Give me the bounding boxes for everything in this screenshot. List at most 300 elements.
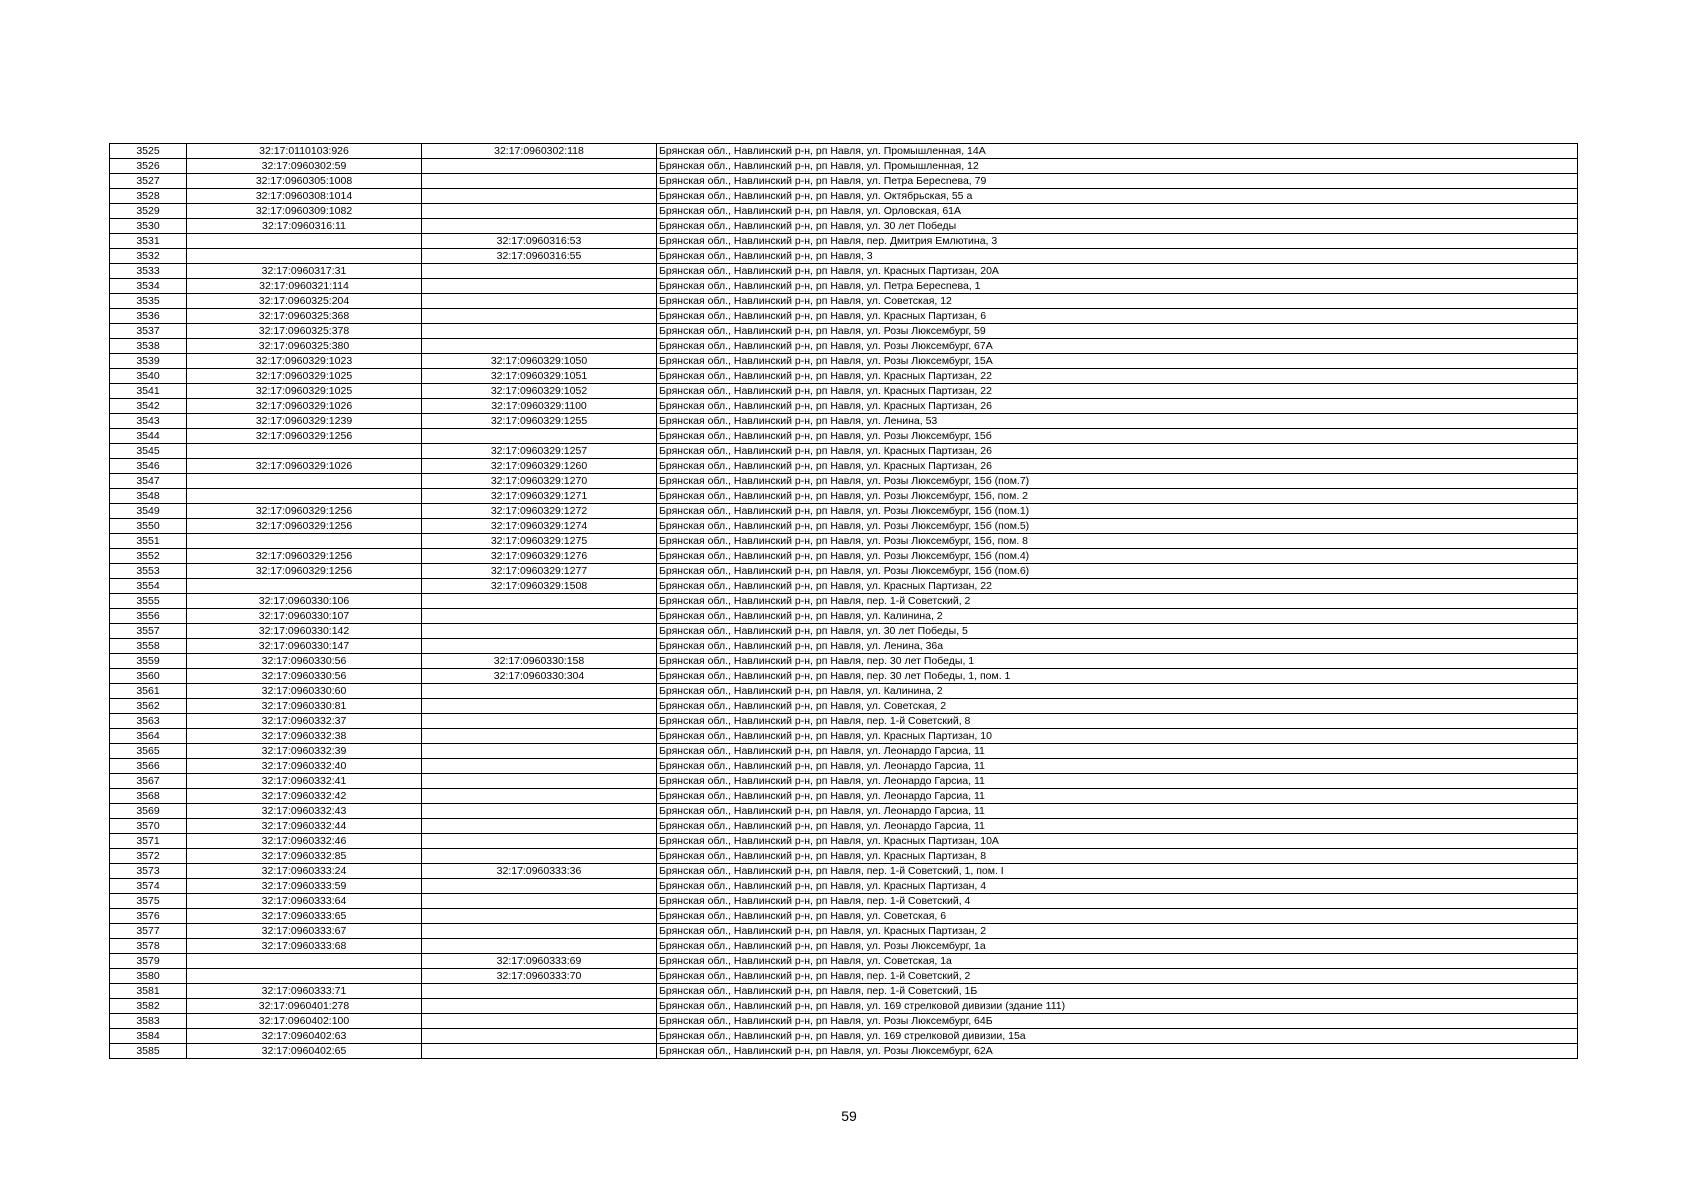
registry-table: [109, 143, 1578, 1059]
address-cell: Брянская обл., Навлинский р-н, рп Навля, ул. Красных Партизан, 4: [657, 879, 1578, 894]
linked-cadastral-number-cell: [422, 324, 657, 339]
address-cell: Брянская обл., Навлинский р-н, рп Навля, пер. 30 лет Победы, 1, пом. 1: [657, 669, 1578, 684]
linked-cadastral-number-cell: 32:17:0960329:1257: [422, 444, 657, 459]
linked-cadastral-number-cell: 32:17:0960316:55: [422, 249, 657, 264]
address-cell: Брянская обл., Навлинский р-н, рп Навля, ул. Леонардо Гарсиа, 11: [657, 789, 1578, 804]
row-number-cell: 3529: [110, 204, 187, 219]
cadastral-number-cell: 32:17:0960333:64: [187, 894, 422, 909]
row-number-cell: 3527: [110, 174, 187, 189]
linked-cadastral-number-cell: 32:17:0960329:1100: [422, 399, 657, 414]
address-cell: Брянская обл., Навлинский р-н, рп Навля, ул. 30 лет Победы: [657, 219, 1578, 234]
linked-cadastral-number-cell: 32:17:0960329:1508: [422, 579, 657, 594]
table-row: [110, 549, 1578, 564]
table-row: [110, 609, 1578, 624]
table-row: [110, 294, 1578, 309]
address-cell: Брянская обл., Навлинский р-н, рп Навля, ул. Розы Люксембург, 15б, пом. 2: [657, 489, 1578, 504]
table-row: [110, 639, 1578, 654]
row-number-cell: 3528: [110, 189, 187, 204]
address-cell: Брянская обл., Навлинский р-н, рп Навля, ул. Леонардо Гарсиа, 11: [657, 804, 1578, 819]
address-cell: Брянская обл., Навлинский р-н, рп Навля, ул. Промышленная, 14А: [657, 144, 1578, 159]
cadastral-number-cell: [187, 249, 422, 264]
table-row: [110, 879, 1578, 894]
table-row: [110, 279, 1578, 294]
cadastral-number-cell: 32:17:0960333:65: [187, 909, 422, 924]
cadastral-number-cell: 32:17:0960330:106: [187, 594, 422, 609]
cadastral-number-cell: 32:17:0960329:1256: [187, 549, 422, 564]
row-number-cell: 3532: [110, 249, 187, 264]
table-row: [110, 1029, 1578, 1044]
linked-cadastral-number-cell: 32:17:0960329:1271: [422, 489, 657, 504]
cadastral-number-cell: [187, 234, 422, 249]
linked-cadastral-number-cell: 32:17:0960333:36: [422, 864, 657, 879]
row-number-cell: 3582: [110, 999, 187, 1014]
address-cell: Брянская обл., Навлинский р-н, рп Навля, ул. Калинина, 2: [657, 609, 1578, 624]
table-row: [110, 939, 1578, 954]
table-row: [110, 684, 1578, 699]
linked-cadastral-number-cell: 32:17:0960329:1260: [422, 459, 657, 474]
linked-cadastral-number-cell: [422, 594, 657, 609]
row-number-cell: 3574: [110, 879, 187, 894]
table-row: [110, 954, 1578, 969]
row-number-cell: 3558: [110, 639, 187, 654]
linked-cadastral-number-cell: [422, 939, 657, 954]
row-number-cell: 3555: [110, 594, 187, 609]
linked-cadastral-number-cell: [422, 699, 657, 714]
table-row: [110, 969, 1578, 984]
linked-cadastral-number-cell: 32:17:0960329:1052: [422, 384, 657, 399]
table-row: [110, 699, 1578, 714]
table-row: [110, 159, 1578, 174]
row-number-cell: 3530: [110, 219, 187, 234]
row-number-cell: 3578: [110, 939, 187, 954]
address-cell: Брянская обл., Навлинский р-н, рп Навля, ул. Советская, 6: [657, 909, 1578, 924]
cadastral-number-cell: 32:17:0960329:1025: [187, 384, 422, 399]
linked-cadastral-number-cell: 32:17:0960329:1051: [422, 369, 657, 384]
cadastral-number-cell: 32:17:0960401:278: [187, 999, 422, 1014]
address-cell: Брянская обл., Навлинский р-н, рп Навля, ул. Розы Люксембург, 1а: [657, 939, 1578, 954]
table-row: [110, 519, 1578, 534]
table-row: [110, 309, 1578, 324]
cadastral-number-cell: 32:17:0960332:39: [187, 744, 422, 759]
row-number-cell: 3551: [110, 534, 187, 549]
linked-cadastral-number-cell: [422, 924, 657, 939]
cadastral-number-cell: 32:17:0960402:65: [187, 1044, 422, 1059]
address-cell: Брянская обл., Навлинский р-н, рп Навля, 3: [657, 249, 1578, 264]
cadastral-number-cell: [187, 474, 422, 489]
address-cell: Брянская обл., Навлинский р-н, рп Навля, ул. Красных Партизан, 10А: [657, 834, 1578, 849]
table-row: [110, 414, 1578, 429]
cadastral-number-cell: 32:17:0960325:380: [187, 339, 422, 354]
table-row: [110, 534, 1578, 549]
table-row: [110, 144, 1578, 159]
linked-cadastral-number-cell: [422, 279, 657, 294]
address-cell: Брянская обл., Навлинский р-н, рп Навля, ул. Красных Партизан, 20А: [657, 264, 1578, 279]
linked-cadastral-number-cell: [422, 684, 657, 699]
row-number-cell: 3573: [110, 864, 187, 879]
table-row: [110, 504, 1578, 519]
row-number-cell: 3568: [110, 789, 187, 804]
cadastral-number-cell: 32:17:0960332:46: [187, 834, 422, 849]
linked-cadastral-number-cell: [422, 219, 657, 234]
cadastral-number-cell: 32:17:0960330:107: [187, 609, 422, 624]
row-number-cell: 3553: [110, 564, 187, 579]
row-number-cell: 3556: [110, 609, 187, 624]
row-number-cell: 3581: [110, 984, 187, 999]
linked-cadastral-number-cell: 32:17:0960329:1274: [422, 519, 657, 534]
address-cell: Брянская обл., Навлинский р-н, рп Навля, ул. Петра Бересnева, 1: [657, 279, 1578, 294]
row-number-cell: 3569: [110, 804, 187, 819]
address-cell: Брянская обл., Навлинский р-н, рп Навля, ул. Петра Бересnева, 79: [657, 174, 1578, 189]
table-row: [110, 189, 1578, 204]
linked-cadastral-number-cell: [422, 1014, 657, 1029]
table-row: [110, 669, 1578, 684]
row-number-cell: 3561: [110, 684, 187, 699]
address-cell: Брянская обл., Навлинский р-н, рп Навля, ул. Ленина, 53: [657, 414, 1578, 429]
row-number-cell: 3567: [110, 774, 187, 789]
cadastral-number-cell: [187, 969, 422, 984]
cadastral-number-cell: 32:17:0960321:114: [187, 279, 422, 294]
cadastral-number-cell: 32:17:0110103:926: [187, 144, 422, 159]
table-row: [110, 459, 1578, 474]
cadastral-number-cell: 32:17:0960333:68: [187, 939, 422, 954]
linked-cadastral-number-cell: [422, 204, 657, 219]
linked-cadastral-number-cell: [422, 264, 657, 279]
cadastral-number-cell: 32:17:0960329:1026: [187, 399, 422, 414]
row-number-cell: 3566: [110, 759, 187, 774]
linked-cadastral-number-cell: 32:17:0960329:1050: [422, 354, 657, 369]
cadastral-number-cell: 32:17:0960333:71: [187, 984, 422, 999]
table-row: [110, 174, 1578, 189]
linked-cadastral-number-cell: [422, 624, 657, 639]
row-number-cell: 3557: [110, 624, 187, 639]
row-number-cell: 3563: [110, 714, 187, 729]
table-row: [110, 744, 1578, 759]
table-row: [110, 714, 1578, 729]
address-cell: Брянская обл., Навлинский р-н, рп Навля, пер. Дмитрия Емлютина, 3: [657, 234, 1578, 249]
table-row: [110, 999, 1578, 1014]
table-row: [110, 474, 1578, 489]
address-cell: Брянская обл., Навлинский р-н, рп Навля, ул. Красных Партизан, 26: [657, 459, 1578, 474]
linked-cadastral-number-cell: 32:17:0960329:1275: [422, 534, 657, 549]
cadastral-number-cell: 32:17:0960330:142: [187, 624, 422, 639]
linked-cadastral-number-cell: [422, 1029, 657, 1044]
row-number-cell: 3533: [110, 264, 187, 279]
row-number-cell: 3550: [110, 519, 187, 534]
cadastral-number-cell: 32:17:0960325:204: [187, 294, 422, 309]
row-number-cell: 3575: [110, 894, 187, 909]
address-cell: Брянская обл., Навлинский р-н, рп Навля, ул. Красных Партизан, 10: [657, 729, 1578, 744]
cadastral-number-cell: 32:17:0960308:1014: [187, 189, 422, 204]
address-cell: Брянская обл., Навлинский р-н, рп Навля, пер. 1-й Советский, 1Б: [657, 984, 1578, 999]
row-number-cell: 3546: [110, 459, 187, 474]
cadastral-number-cell: 32:17:0960329:1256: [187, 519, 422, 534]
table-row: [110, 594, 1578, 609]
linked-cadastral-number-cell: 32:17:0960333:70: [422, 969, 657, 984]
linked-cadastral-number-cell: [422, 189, 657, 204]
address-cell: Брянская обл., Навлинский р-н, рп Навля, ул. Розы Люксембург, 62А: [657, 1044, 1578, 1059]
cadastral-number-cell: 32:17:0960317:31: [187, 264, 422, 279]
cadastral-number-cell: 32:17:0960333:59: [187, 879, 422, 894]
table-row: [110, 489, 1578, 504]
linked-cadastral-number-cell: [422, 609, 657, 624]
linked-cadastral-number-cell: [422, 849, 657, 864]
cadastral-number-cell: [187, 489, 422, 504]
linked-cadastral-number-cell: 32:17:0960316:53: [422, 234, 657, 249]
table-row: [110, 819, 1578, 834]
cadastral-number-cell: 32:17:0960302:59: [187, 159, 422, 174]
address-cell: Брянская обл., Навлинский р-н, рп Навля, ул. Леонардо Гарсиа, 11: [657, 819, 1578, 834]
cadastral-number-cell: 32:17:0960329:1256: [187, 429, 422, 444]
address-cell: Брянская обл., Навлинский р-н, рп Навля, ул. Советская, 2: [657, 699, 1578, 714]
row-number-cell: 3570: [110, 819, 187, 834]
row-number-cell: 3572: [110, 849, 187, 864]
row-number-cell: 3544: [110, 429, 187, 444]
row-number-cell: 3541: [110, 384, 187, 399]
table-row: [110, 1014, 1578, 1029]
linked-cadastral-number-cell: 32:17:0960302:118: [422, 144, 657, 159]
address-cell: Брянская обл., Навлинский р-н, рп Навля, ул. Орловская, 61А: [657, 204, 1578, 219]
cadastral-number-cell: 32:17:0960329:1023: [187, 354, 422, 369]
address-cell: Брянская обл., Навлинский р-н, рп Навля, пер. 1-й Советский, 4: [657, 894, 1578, 909]
linked-cadastral-number-cell: [422, 1044, 657, 1059]
cadastral-number-cell: 32:17:0960329:1256: [187, 504, 422, 519]
registry-table-body: [110, 144, 1578, 1059]
address-cell: Брянская обл., Навлинский р-н, рп Навля, ул. Красных Партизан, 2: [657, 924, 1578, 939]
table-row: [110, 774, 1578, 789]
linked-cadastral-number-cell: [422, 339, 657, 354]
table-row: [110, 204, 1578, 219]
address-cell: Брянская обл., Навлинский р-н, рп Навля, ул. Розы Люксембург, 15б: [657, 429, 1578, 444]
cadastral-number-cell: 32:17:0960330:147: [187, 639, 422, 654]
table-row: [110, 429, 1578, 444]
table-row: [110, 729, 1578, 744]
address-cell: Брянская обл., Навлинский р-н, рп Навля, ул. Красных Партизан, 8: [657, 849, 1578, 864]
table-row: [110, 399, 1578, 414]
linked-cadastral-number-cell: [422, 639, 657, 654]
address-cell: Брянская обл., Навлинский р-н, рп Навля, пер. 1-й Советский, 2: [657, 594, 1578, 609]
linked-cadastral-number-cell: [422, 999, 657, 1014]
table-row: [110, 579, 1578, 594]
address-cell: Брянская обл., Навлинский р-н, рп Навля, ул. Красных Партизан, 26: [657, 444, 1578, 459]
address-cell: Брянская обл., Навлинский р-н, рп Навля, ул. Красных Партизан, 6: [657, 309, 1578, 324]
row-number-cell: 3542: [110, 399, 187, 414]
linked-cadastral-number-cell: 32:17:0960329:1272: [422, 504, 657, 519]
row-number-cell: 3536: [110, 309, 187, 324]
address-cell: Брянская обл., Навлинский р-н, рп Навля, ул. 169 стрелковой дивизии (здание 111): [657, 999, 1578, 1014]
row-number-cell: 3547: [110, 474, 187, 489]
address-cell: Брянская обл., Навлинский р-н, рп Навля, ул. Розы Люксембург, 59: [657, 324, 1578, 339]
address-cell: Брянская обл., Навлинский р-н, рп Навля, ул. Красных Партизан, 22: [657, 579, 1578, 594]
table-row: [110, 369, 1578, 384]
address-cell: Брянская обл., Навлинский р-н, рп Навля, ул. Красных Партизан, 22: [657, 369, 1578, 384]
address-cell: Брянская обл., Навлинский р-н, рп Навля, ул. Розы Люксембург, 15А: [657, 354, 1578, 369]
cadastral-number-cell: 32:17:0960402:63: [187, 1029, 422, 1044]
row-number-cell: 3584: [110, 1029, 187, 1044]
table-row: [110, 1044, 1578, 1059]
table-row: [110, 864, 1578, 879]
row-number-cell: 3535: [110, 294, 187, 309]
linked-cadastral-number-cell: [422, 729, 657, 744]
linked-cadastral-number-cell: [422, 744, 657, 759]
cadastral-number-cell: 32:17:0960330:56: [187, 669, 422, 684]
linked-cadastral-number-cell: [422, 759, 657, 774]
address-cell: Брянская обл., Навлинский р-н, рп Навля, ул. Розы Люксембург, 15б, пом. 8: [657, 534, 1578, 549]
table-row: [110, 909, 1578, 924]
cadastral-number-cell: 32:17:0960329:1026: [187, 459, 422, 474]
linked-cadastral-number-cell: [422, 879, 657, 894]
row-number-cell: 3549: [110, 504, 187, 519]
linked-cadastral-number-cell: 32:17:0960333:69: [422, 954, 657, 969]
address-cell: Брянская обл., Навлинский р-н, рп Навля, ул. Розы Люксембург, 15б (пом.7): [657, 474, 1578, 489]
linked-cadastral-number-cell: 32:17:0960329:1255: [422, 414, 657, 429]
row-number-cell: 3537: [110, 324, 187, 339]
address-cell: Брянская обл., Навлинский р-н, рп Навля, пер. 1-й Советский, 2: [657, 969, 1578, 984]
address-cell: Брянская обл., Навлинский р-н, рп Навля, ул. Розы Люксембург, 15б (пом.5): [657, 519, 1578, 534]
linked-cadastral-number-cell: 32:17:0960329:1276: [422, 549, 657, 564]
address-cell: Брянская обл., Навлинский р-н, рп Навля, ул. Советская, 12: [657, 294, 1578, 309]
address-cell: Брянская обл., Навлинский р-н, рп Навля, пер. 1-й Советский, 8: [657, 714, 1578, 729]
address-cell: Брянская обл., Навлинский р-н, рп Навля, ул. Ленина, 36а: [657, 639, 1578, 654]
page-number: 59: [841, 1108, 857, 1124]
cadastral-number-cell: 32:17:0960329:1239: [187, 414, 422, 429]
address-cell: Брянская обл., Навлинский р-н, рп Навля, ул. 169 стрелковой дивизии, 15а: [657, 1029, 1578, 1044]
table-row: [110, 924, 1578, 939]
address-cell: Брянская обл., Навлинский р-н, рп Навля, ул. Розы Люксембург, 15б (пом.1): [657, 504, 1578, 519]
row-number-cell: 3571: [110, 834, 187, 849]
table-row: [110, 219, 1578, 234]
address-cell: Брянская обл., Навлинский р-н, рп Навля, ул. Розы Люксембург, 15б (пом.4): [657, 549, 1578, 564]
row-number-cell: 3554: [110, 579, 187, 594]
row-number-cell: 3560: [110, 669, 187, 684]
cadastral-number-cell: 32:17:0960330:81: [187, 699, 422, 714]
row-number-cell: 3580: [110, 969, 187, 984]
cadastral-number-cell: 32:17:0960325:378: [187, 324, 422, 339]
linked-cadastral-number-cell: 32:17:0960330:304: [422, 669, 657, 684]
address-cell: Брянская обл., Навлинский р-н, рп Навля, ул. Октябрьская, 55 а: [657, 189, 1578, 204]
linked-cadastral-number-cell: [422, 789, 657, 804]
cadastral-number-cell: 32:17:0960305:1008: [187, 174, 422, 189]
linked-cadastral-number-cell: [422, 894, 657, 909]
table-row: [110, 354, 1578, 369]
linked-cadastral-number-cell: 32:17:0960330:158: [422, 654, 657, 669]
row-number-cell: 3579: [110, 954, 187, 969]
linked-cadastral-number-cell: [422, 159, 657, 174]
linked-cadastral-number-cell: [422, 909, 657, 924]
address-cell: Брянская обл., Навлинский р-н, рп Навля, ул. Леонардо Гарсиа, 11: [657, 774, 1578, 789]
address-cell: Брянская обл., Навлинский р-н, рп Навля, пер. 1-й Советский, 1, пом. I: [657, 864, 1578, 879]
table-row: [110, 789, 1578, 804]
row-number-cell: 3538: [110, 339, 187, 354]
row-number-cell: 3543: [110, 414, 187, 429]
cadastral-number-cell: 32:17:0960332:43: [187, 804, 422, 819]
row-number-cell: 3583: [110, 1014, 187, 1029]
cadastral-number-cell: [187, 444, 422, 459]
address-cell: Брянская обл., Навлинский р-н, рп Навля, ул. Калинина, 2: [657, 684, 1578, 699]
cadastral-number-cell: 32:17:0960332:44: [187, 819, 422, 834]
table-row: [110, 339, 1578, 354]
row-number-cell: 3585: [110, 1044, 187, 1059]
address-cell: Брянская обл., Навлинский р-н, рп Навля, ул. Красных Партизан, 26: [657, 399, 1578, 414]
cadastral-number-cell: 32:17:0960333:67: [187, 924, 422, 939]
cadastral-number-cell: [187, 579, 422, 594]
table-row: [110, 804, 1578, 819]
linked-cadastral-number-cell: [422, 429, 657, 444]
row-number-cell: 3526: [110, 159, 187, 174]
cadastral-number-cell: 32:17:0960402:100: [187, 1014, 422, 1029]
cadastral-number-cell: [187, 534, 422, 549]
address-cell: Брянская обл., Навлинский р-н, рп Навля, ул. Промышленная, 12: [657, 159, 1578, 174]
linked-cadastral-number-cell: [422, 714, 657, 729]
row-number-cell: 3540: [110, 369, 187, 384]
cadastral-number-cell: [187, 954, 422, 969]
address-cell: Брянская обл., Навлинский р-н, рп Навля, ул. Красных Партизан, 22: [657, 384, 1578, 399]
cadastral-number-cell: 32:17:0960329:1256: [187, 564, 422, 579]
address-cell: Брянская обл., Навлинский р-н, рп Навля, ул. Розы Люксембург, 15б (пом.6): [657, 564, 1578, 579]
table-row: [110, 624, 1578, 639]
table-row: [110, 759, 1578, 774]
row-number-cell: 3539: [110, 354, 187, 369]
row-number-cell: 3545: [110, 444, 187, 459]
table-row: [110, 384, 1578, 399]
cadastral-number-cell: 32:17:0960330:56: [187, 654, 422, 669]
row-number-cell: 3564: [110, 729, 187, 744]
table-row: [110, 849, 1578, 864]
linked-cadastral-number-cell: [422, 174, 657, 189]
cadastral-number-cell: 32:17:0960333:24: [187, 864, 422, 879]
row-number-cell: 3548: [110, 489, 187, 504]
table-row: [110, 654, 1578, 669]
cadastral-number-cell: 32:17:0960332:85: [187, 849, 422, 864]
cadastral-number-cell: 32:17:0960309:1082: [187, 204, 422, 219]
table-row: [110, 834, 1578, 849]
row-number-cell: 3534: [110, 279, 187, 294]
linked-cadastral-number-cell: [422, 834, 657, 849]
linked-cadastral-number-cell: [422, 294, 657, 309]
linked-cadastral-number-cell: [422, 984, 657, 999]
cadastral-number-cell: 32:17:0960332:41: [187, 774, 422, 789]
address-cell: Брянская обл., Навлинский р-н, рп Навля, пер. 30 лет Победы, 1: [657, 654, 1578, 669]
row-number-cell: 3577: [110, 924, 187, 939]
linked-cadastral-number-cell: [422, 774, 657, 789]
cadastral-number-cell: 32:17:0960316:11: [187, 219, 422, 234]
address-cell: Брянская обл., Навлинский р-н, рп Навля, ул. Розы Люксембург, 64Б: [657, 1014, 1578, 1029]
cadastral-number-cell: 32:17:0960332:42: [187, 789, 422, 804]
cadastral-number-cell: 32:17:0960325:368: [187, 309, 422, 324]
table-row: [110, 264, 1578, 279]
linked-cadastral-number-cell: 32:17:0960329:1277: [422, 564, 657, 579]
address-cell: Брянская обл., Навлинский р-н, рп Навля, ул. Леонардо Гарсиа, 11: [657, 744, 1578, 759]
linked-cadastral-number-cell: [422, 804, 657, 819]
table-row: [110, 984, 1578, 999]
address-cell: Брянская обл., Навлинский р-н, рп Навля, ул. Леонардо Гарсиа, 11: [657, 759, 1578, 774]
row-number-cell: 3562: [110, 699, 187, 714]
table-row: [110, 564, 1578, 579]
row-number-cell: 3576: [110, 909, 187, 924]
table-row: [110, 234, 1578, 249]
address-cell: Брянская обл., Навлинский р-н, рп Навля, ул. 30 лет Победы, 5: [657, 624, 1578, 639]
cadastral-number-cell: 32:17:0960329:1025: [187, 369, 422, 384]
address-cell: Брянская обл., Навлинский р-н, рп Навля, ул. Розы Люксембург, 67А: [657, 339, 1578, 354]
row-number-cell: 3525: [110, 144, 187, 159]
linked-cadastral-number-cell: [422, 309, 657, 324]
row-number-cell: 3565: [110, 744, 187, 759]
address-cell: Брянская обл., Навлинский р-н, рп Навля, ул. Советская, 1а: [657, 954, 1578, 969]
cadastral-number-cell: 32:17:0960332:38: [187, 729, 422, 744]
table-row: [110, 444, 1578, 459]
linked-cadastral-number-cell: 32:17:0960329:1270: [422, 474, 657, 489]
cadastral-number-cell: 32:17:0960332:40: [187, 759, 422, 774]
linked-cadastral-number-cell: [422, 819, 657, 834]
